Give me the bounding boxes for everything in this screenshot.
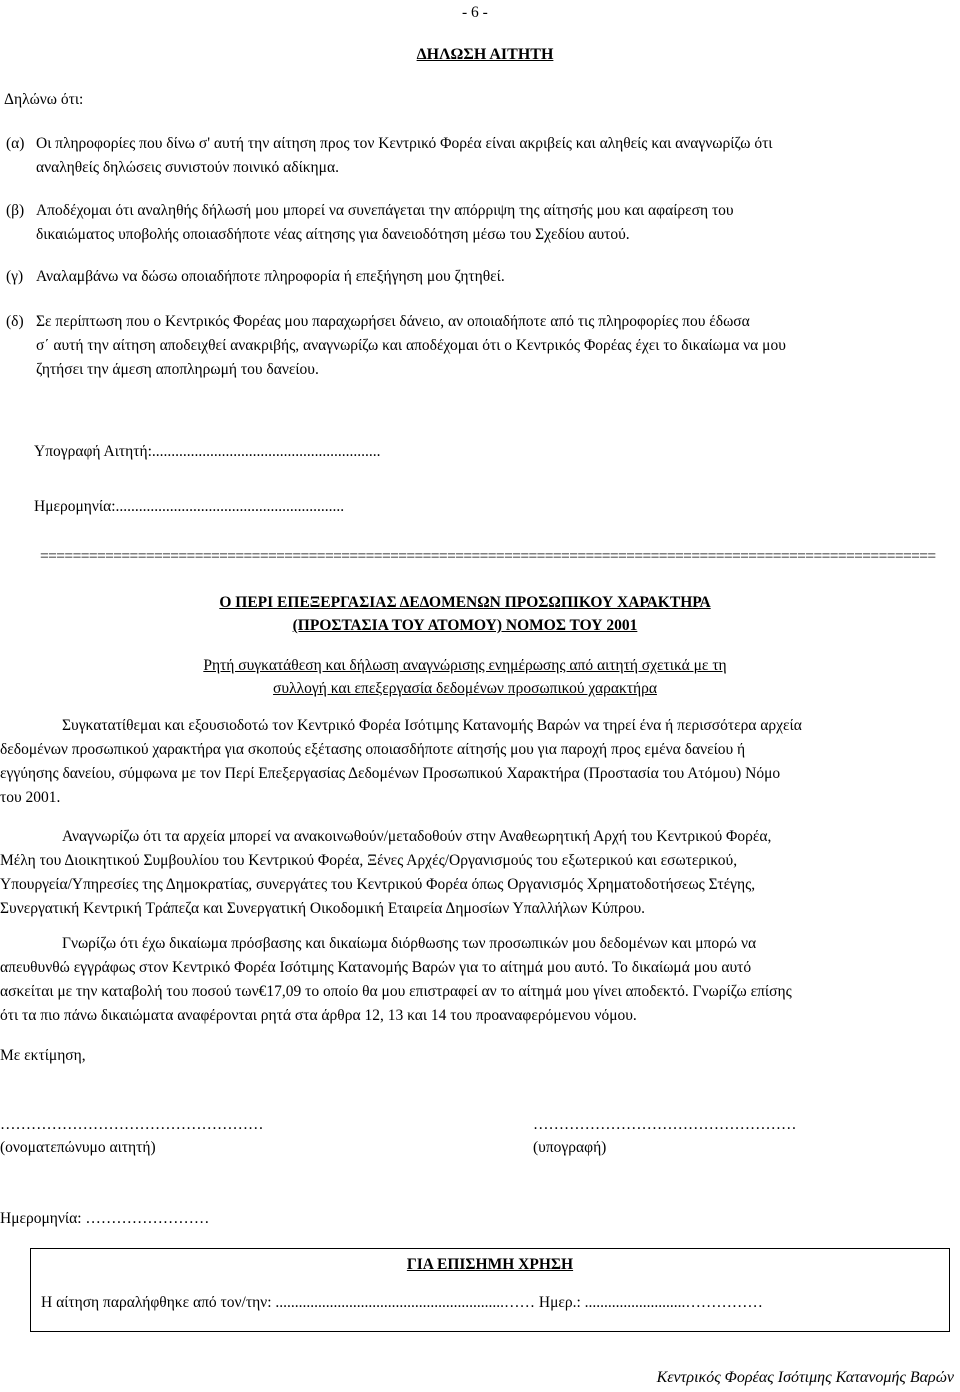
law-title-line-2: (ΠΡΟΣΤΑΣΙΑ ΤΟΥ ΑΤΟΜΟΥ) ΝΟΜΟΣ ΤΟΥ 2001 (292, 617, 638, 634)
consent-title-line-2: συλλογή και επεξεργασία δεδομένων προσωπικού χαρακτήρα (273, 680, 657, 697)
paragraph-line: Αναγνωρίζω ότι τα αρχεία μπορεί να ανακοινωθούν/μεταδοθούν στην Αναθεωρητική Αρχή του Κεντρικού Φορέα, (62, 828, 772, 845)
disclosure-paragraph (0, 825, 930, 921)
item-line: δικαιώματος υποβολής οποιασδήποτε νέας αίτησης για δανειοδότηση μέσω του Σχεδίου αυτού. (36, 226, 630, 243)
signature-label: (υπογραφή) (533, 1139, 607, 1156)
separator-line: ============================================================================================================== (40, 548, 936, 565)
official-use-box (30, 1248, 950, 1332)
signature-field[interactable]: …………………………………………… (533, 1116, 797, 1133)
name-field[interactable]: …………………………………………… (0, 1116, 264, 1133)
intro-text: Δηλώνω ότι: (4, 91, 84, 108)
item-line: Αποδέχομαι ότι αναληθής δήλωσή μου μπορεί να συνεπάγεται την απόρριψη της αίτησής μου και αφαίρεση του (36, 202, 734, 219)
paragraph-line: ασκείται με την καταβολή του ποσού των€17,09 το οποίο θα μου επιστραφεί αν το αίτημά μου γίνει αποδεκτό. Γνωρίζω επίσης (0, 983, 792, 1000)
page-number: - 6 - (462, 4, 488, 21)
consent-paragraph (0, 714, 930, 810)
official-received-line[interactable]: Η αίτηση παραλήφθηκε από τον/την: ...........................................................…… Ημερ.: ..........................…………… (41, 1294, 763, 1311)
access-rights-paragraph (0, 932, 930, 1028)
paragraph-line: εγγύησης δανείου, σύμφωνα με τον Περί Επεξεργασίας Δεδομένων Προσωπικού Χαρακτήρα (Προστασία του Ατόμου) Νόμο (0, 765, 781, 782)
paragraph-line: Μέλη του Διοικητικού Συμβουλίου του Κεντρικού Φορέα, Ξένες Αρχές/Οργανισμούς του εξωτερικού και εσωτερικού, (0, 852, 738, 869)
declaration-item-b (6, 199, 936, 247)
item-label: (γ) (6, 268, 24, 285)
paragraph-line: Συγκατατίθεμαι και εξουσιοδοτώ τον Κεντρικό Φορέα Ισότιμης Κατανομής Βαρών να τηρεί ένα ή περισσότερα αρχεία (62, 717, 802, 734)
item-line: Οι πληροφορίες που δίνω σ' αυτή την αίτηση προς τον Κεντρικό Φορέα είναι ακριβείς και αληθείς και αναγνωρίζω ότι (36, 135, 773, 152)
paragraph-line: Γνωρίζω ότι έχω δικαίωμα πρόσβασης και δικαίωμα διόρθωσης των προσωπικών μου δεδομένων και μπορώ να (62, 935, 757, 952)
paragraph-line: Συνεργατική Κεντρική Τράπεζα και Συνεργατική Οικοδομική Εταιρεία Δημοσίων Υπαλλήλων Κύπρου. (0, 900, 646, 917)
item-line: Σε περίπτωση που ο Κεντρικός Φορέας μου παραχωρήσει δάνειο, αν οποιαδήποτε από τις πληροφορίες που έδωσα (36, 313, 750, 330)
item-label: (α) (6, 135, 25, 152)
applicant-date-field[interactable]: Ημερομηνία:........................................................... (34, 498, 345, 515)
name-label: (ονοματεπώνυμο αιτητή) (0, 1139, 156, 1156)
item-line: Αναλαμβάνω να δώσω οποιαδήποτε πληροφορία ή επεξήγηση μου ζητηθεί. (36, 268, 505, 285)
paragraph-line: του 2001. (0, 789, 61, 806)
declaration-item-d (6, 310, 936, 382)
item-line: σ΄ αυτή την αίτηση αποδειχθεί ανακριβής, αναγνωρίζω και αποδέχομαι ότι ο Κεντρικός Φορέας έχει το δικαίωμα να μου (36, 337, 786, 354)
official-use-title: ΓΙΑ ΕΠΙΣΗΜΗ ΧΡΗΣΗ (406, 1256, 574, 1273)
item-label: (β) (6, 202, 25, 219)
paragraph-line: Υπουργεία/Υπηρεσίες της Δημοκρατίας, συνεργάτες του Κεντρικού Φορέα όπως Οργανισμός Χρηματοδοτήσεως Στέγης, (0, 876, 756, 893)
paragraph-line: δεδομένων προσωπικού χαρακτήρα για σκοπούς εξέτασης οποιασδήποτε αίτησής μου για παροχή προς εμένα δανείου ή (0, 741, 746, 758)
final-date-field[interactable]: Ημερομηνία: …………………… (0, 1210, 210, 1227)
item-line: ζητήσει την άμεση αποπληρωμή του δανείου. (36, 361, 319, 378)
paragraph-line: απευθυνθώ εγγράφως στον Κεντρικό Φορέα Ισότιμης Κατανομής Βαρών για το αίτημά μου αυτό. Το δικαίωμά μου αυτό (0, 959, 752, 976)
item-label: (δ) (6, 313, 24, 330)
paragraph-line: ότι τα πιο πάνω δικαιώματα αναφέρονται ρητά στα άρθρα 12, 13 και 14 του προαναφερόμενου νόμου. (0, 1007, 637, 1024)
footer-text: Κεντρικός Φορέας Ισότιμης Κατανομής Βαρών (656, 1369, 954, 1386)
consent-title-line-1: Ρητή συγκατάθεση και δήλωση αναγνώρισης ενημέρωσης από αιτητή σχετικά με τη (203, 657, 727, 674)
item-line: αναληθείς δηλώσεις συνιστούν ποινικό αδίκημα. (36, 159, 339, 176)
declaration-title: ΔΗΛΩΣΗ ΑΙΤΗΤΗ (416, 46, 554, 63)
closing-text: Με εκτίμηση, (0, 1047, 86, 1064)
applicant-signature-field[interactable]: Υπογραφή Αιτητή:........................................................... (34, 443, 381, 460)
declaration-item-c (6, 265, 936, 289)
law-title-line-1: Ο ΠΕΡΙ ΕΠΕΞΕΡΓΑΣΙΑΣ ΔΕΔΟΜΕΝΩΝ ΠΡΟΣΩΠΙΚΟΥ ΧΑΡΑΚΤΗΡΑ (219, 594, 711, 611)
declaration-item-a (6, 132, 936, 180)
